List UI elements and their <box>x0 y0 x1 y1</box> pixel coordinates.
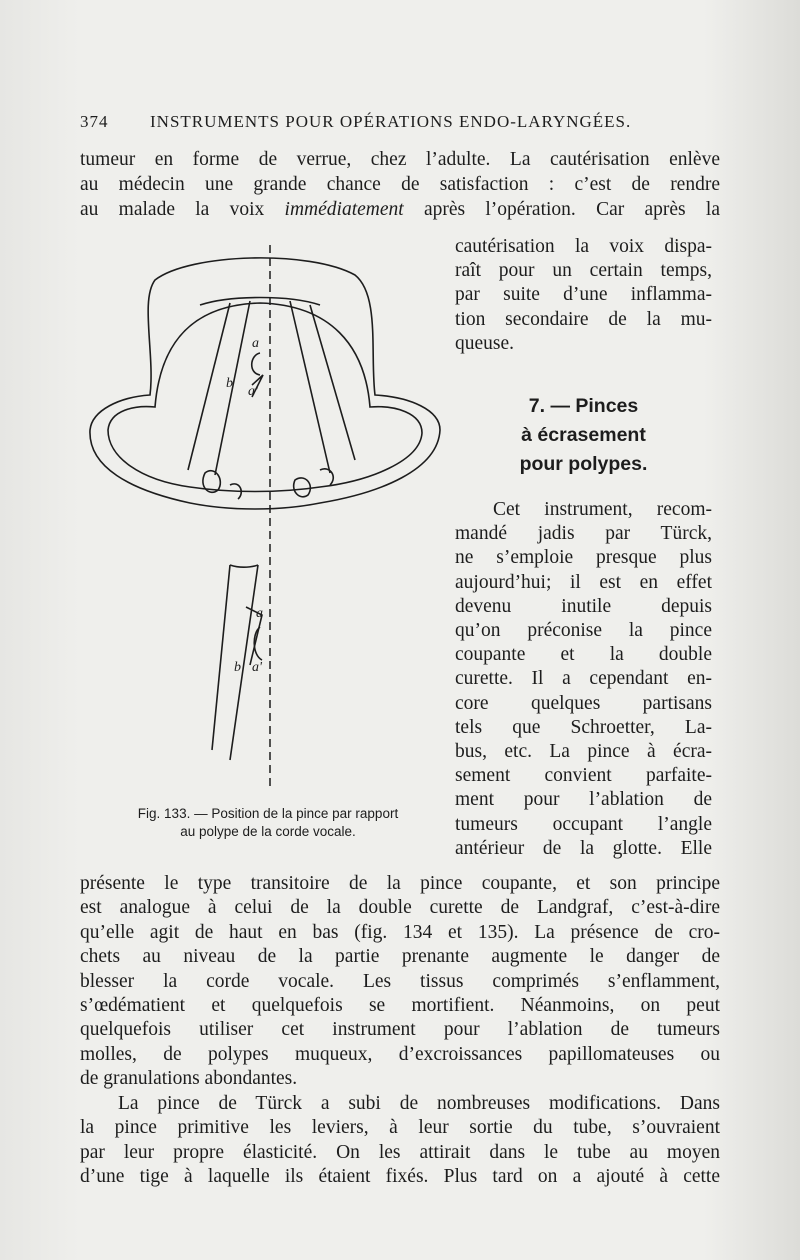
label-b: b <box>226 376 233 391</box>
text-line: est analogue à celui de la double curette de Landgraf, c’est-à-dire <box>80 897 720 919</box>
arytenoid-right <box>294 478 311 497</box>
text-line: bus, etc. La pince à écra- <box>455 741 712 762</box>
vocal-cord-right-2 <box>310 305 355 460</box>
text-line: par leur propre élasticité. On les attirait dans le tube au moyen <box>80 1141 720 1163</box>
text-line: la pince primitive les leviers, à leur sortie du tube, s’ouvraient <box>80 1117 720 1139</box>
larynx-inner-outline <box>108 303 422 492</box>
text-line: présente le type transitoire de la pince coupante, et son principe <box>80 873 720 894</box>
text-line <box>80 198 720 222</box>
text-line: tumeurs occupant l’angle <box>455 813 712 835</box>
figure-133-illustration <box>80 235 450 805</box>
heading-line: pour polypes. <box>519 453 648 475</box>
text-span: au malade la voix <box>80 199 285 220</box>
text-line: curette. Il a cependant en- <box>455 668 712 690</box>
text-line: d’une tige à laquelle ils étaient fixés. Plus tard on a ajouté à cette <box>80 1166 720 1188</box>
text-line: chets au niveau de la partie prenante augmente le danger de <box>80 946 720 968</box>
emphasis-text: immédiatement <box>284 199 404 220</box>
label-a-prime: a' <box>248 384 258 399</box>
text-line: Cet instrument, recom- <box>493 499 712 520</box>
text-line: devenu inutile depuis <box>455 595 712 617</box>
heading-line: à écrasement <box>521 424 646 446</box>
heading-line: 7. — Pinces <box>528 395 639 417</box>
label-a-lower: a <box>256 606 263 621</box>
text-line: antérieur de la glotte. Elle <box>455 837 712 859</box>
text-line: de granulations abondantes. <box>80 1068 298 1090</box>
text-line: sement convient parfaite- <box>455 765 712 787</box>
glottis-top <box>200 298 320 306</box>
polyp-upper <box>252 353 260 375</box>
larynx-outline <box>90 258 440 509</box>
text-line: core quelques partisans <box>455 692 712 714</box>
page-number: 374 <box>80 112 109 131</box>
text-line: blesser la corde vocale. Les tissus comprimés s’enflamment, <box>80 970 720 992</box>
label-b-lower: b <box>234 660 241 675</box>
forceps-top <box>230 565 258 567</box>
text-line: tumeur en forme de verrue, chez l’adulte. La cautérisation enlève <box>80 149 720 170</box>
label-a: a <box>252 336 259 351</box>
text-line: tels que Schroetter, La- <box>455 716 712 738</box>
text-line: tion secondaire de la mu- <box>455 308 712 330</box>
text-line: queuse. <box>455 332 515 354</box>
text-line: ment pour l’ablation de <box>455 789 712 811</box>
vocal-cord-right-1 <box>290 301 330 473</box>
text-span: après l’opération. Car après la <box>403 199 720 220</box>
text-line: s’œdématient et quelquefois se mortifient. Néanmoins, on peut <box>80 995 720 1016</box>
text-line: cautérisation la voix dispa- <box>455 236 712 257</box>
text-line: La pince de Türck a subi de nombreuses modifications. Dans <box>118 1093 720 1114</box>
text-line: quelquefois utiliser cet instrument pour l’ablation de tumeurs <box>80 1019 720 1041</box>
text-line: qu’on préconise la pince <box>455 620 712 641</box>
arytenoid-right-2 <box>320 469 333 485</box>
running-title: INSTRUMENTS POUR OPÉRATIONS ENDO-LARYNGÉES. <box>150 112 632 131</box>
text-line: au médecin une grande chance de satisfaction : c’est de rendre <box>80 174 720 195</box>
text-line: par suite d’une inflamma- <box>455 284 712 306</box>
text-line: raît pour un certain temps, <box>455 260 712 282</box>
vocal-cord-left-1 <box>188 303 230 470</box>
text-line: qu’elle agit de haut en bas (fig. 134 et 135). La présence de cro- <box>80 921 720 943</box>
text-line: coupante et la double <box>455 644 712 666</box>
text-line: ne s’emploie presque plus <box>455 547 712 569</box>
figure-caption-line-1: Fig. 133. — Position de la pince par rapport <box>137 806 399 821</box>
forceps-arm-left <box>212 565 230 750</box>
text-line: aujourd’hui; il est en effet <box>455 571 712 593</box>
text-line: molles, de polypes muqueux, d’excroissances papillomateuses ou <box>80 1043 720 1065</box>
text-line: mandé jadis par Türck, <box>455 523 712 545</box>
label-a-prime-lower: a' <box>252 660 262 675</box>
figure-caption-line-2: au polype de la corde vocale. <box>180 824 356 839</box>
running-header <box>80 112 720 136</box>
